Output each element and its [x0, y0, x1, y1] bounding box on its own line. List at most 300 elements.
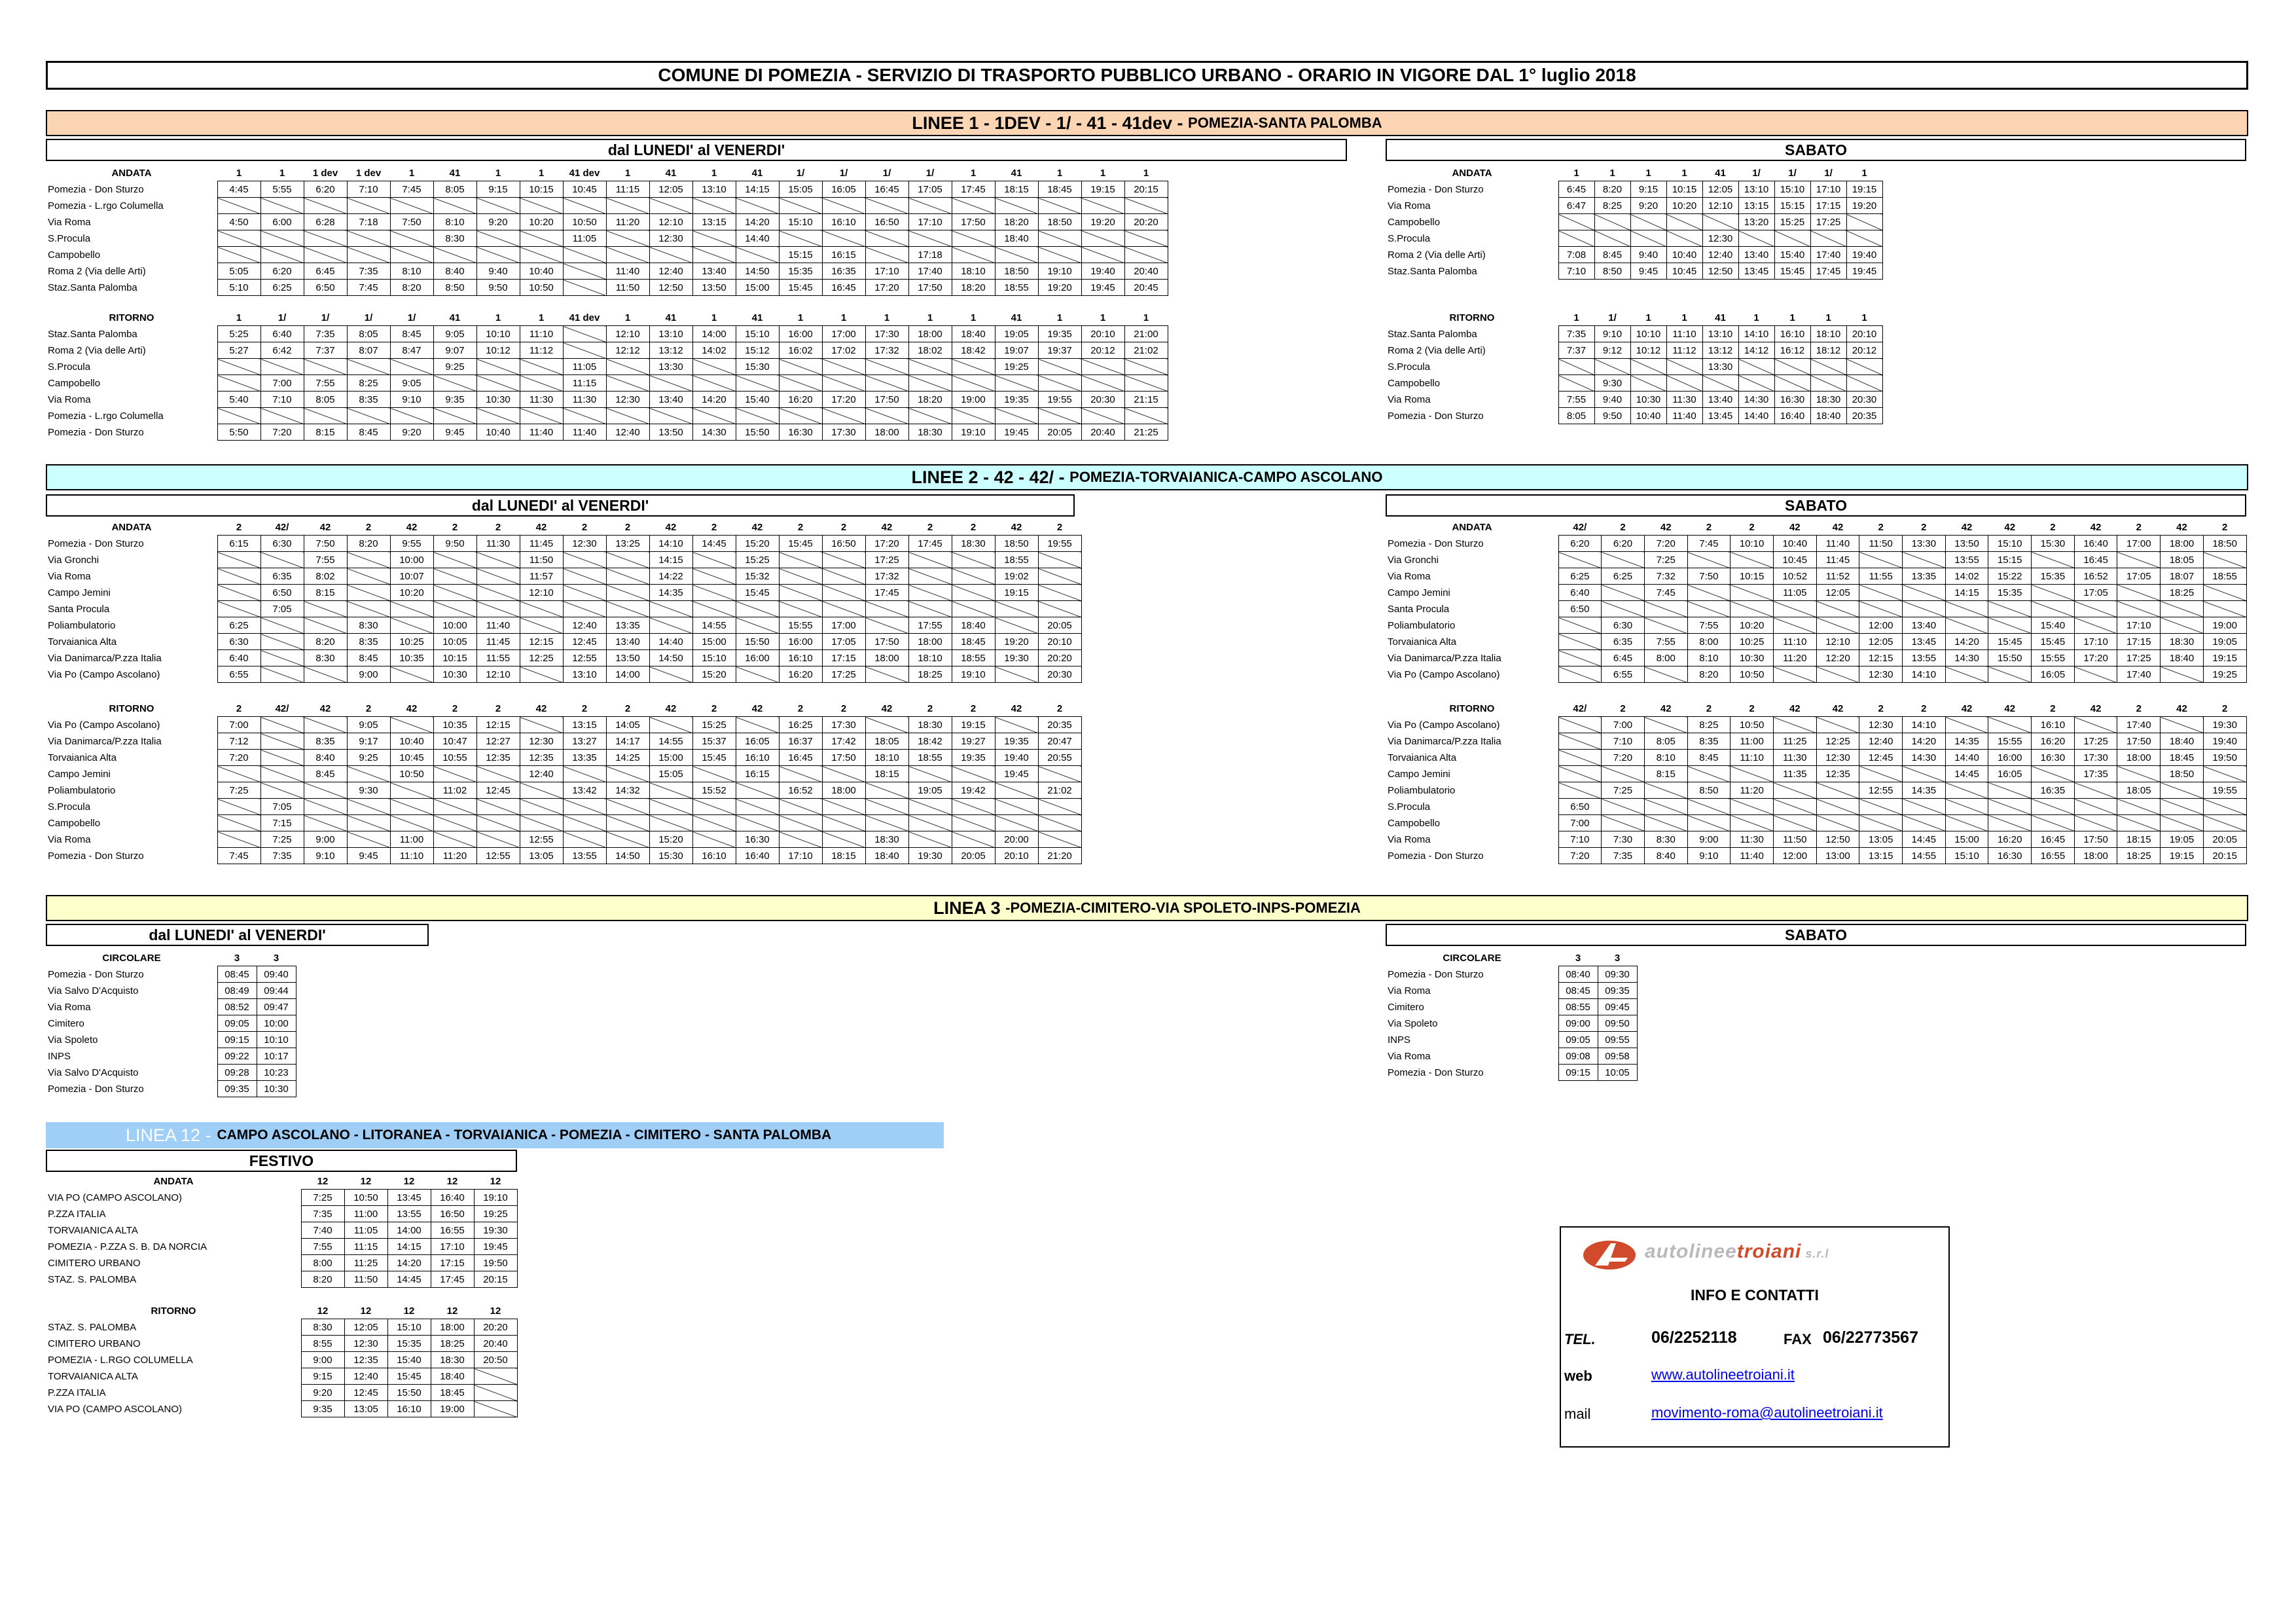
table-row — [46, 585, 1081, 601]
linea2-weekday-ritorno-table — [46, 701, 1082, 864]
departure-time: 17:25 — [1810, 214, 1846, 230]
no-service-cell — [692, 815, 736, 831]
run-number: 2 — [1706, 521, 1712, 533]
departure-time: 13:30 — [1702, 359, 1738, 375]
no-service-cell — [1859, 799, 1903, 815]
departure-time: 19:20 — [1038, 280, 1081, 296]
departure-time: 15:10 — [1945, 848, 1988, 864]
no-service-cell — [1859, 601, 1903, 617]
departure-time: 13:30 — [649, 359, 692, 375]
direction-label: RITORNO — [151, 1305, 196, 1317]
no-service-cell — [1945, 717, 1988, 733]
departure-time: 13:25 — [606, 536, 649, 552]
stop-name: Poliambulatorio — [1388, 784, 1456, 796]
departure-time: 12:25 — [520, 650, 563, 666]
stop-name: Pomezia - Don Sturzo — [1388, 1067, 1484, 1078]
departure-time: 12:30 — [563, 536, 606, 552]
departure-time: 7:25 — [217, 782, 260, 799]
departure-time: 12:27 — [476, 733, 520, 750]
departure-time: 19:55 — [1038, 536, 1081, 552]
table-row — [46, 1255, 517, 1271]
departure-time: 10:45 — [563, 181, 606, 198]
departure-time: 17:05 — [2074, 585, 2117, 601]
run-number: 2 — [236, 702, 242, 714]
table-row — [46, 650, 1081, 666]
no-service-cell — [1644, 799, 1687, 815]
departure-time: 17:45 — [908, 536, 952, 552]
no-service-cell — [692, 230, 736, 247]
departure-time: 10:50 — [520, 280, 563, 296]
departure-time: 9:00 — [304, 831, 347, 848]
no-service-cell — [2161, 815, 2204, 831]
no-service-cell — [2117, 601, 2161, 617]
departure-time: 19:45 — [1846, 263, 1882, 280]
departure-time: 7:45 — [217, 848, 260, 864]
departure-time: 8:35 — [347, 392, 390, 408]
departure-time: 9:45 — [1630, 263, 1666, 280]
departure-time: 10:50 — [344, 1190, 387, 1206]
departure-time: 10:55 — [433, 750, 476, 766]
departure-time: 10:52 — [1773, 568, 1816, 585]
departure-time: 7:55 — [1687, 617, 1731, 634]
direction-label: RITORNO — [1449, 312, 1495, 323]
departure-time: 17:05 — [908, 181, 952, 198]
stop-name: Pomezia - Don Sturzo — [48, 1083, 144, 1095]
departure-time: 09:28 — [217, 1065, 257, 1081]
departure-time: 13:45 — [1738, 263, 1774, 280]
no-service-cell — [649, 601, 692, 617]
departure-time: 12:05 — [1816, 585, 1859, 601]
departure-time: 11:20 — [606, 214, 649, 230]
no-service-cell — [1945, 666, 1988, 683]
no-service-cell — [304, 359, 347, 375]
run-number: 42 — [319, 521, 331, 533]
no-service-cell — [908, 799, 952, 815]
no-service-cell — [952, 375, 995, 392]
departure-time: 11:30 — [520, 392, 563, 408]
no-service-cell — [995, 408, 1038, 424]
departure-time: 11:00 — [390, 831, 433, 848]
departure-time: 15:55 — [1988, 733, 2032, 750]
departure-time: 19:45 — [995, 424, 1038, 441]
no-service-cell — [476, 408, 520, 424]
table-row — [1386, 983, 1637, 999]
departure-time: 12:15 — [1859, 650, 1903, 666]
departure-time: 14:05 — [606, 717, 649, 733]
departure-time: 12:20 — [1816, 650, 1859, 666]
stop-name: Via Roma — [48, 1001, 91, 1013]
run-number: 1 — [538, 167, 545, 179]
direction-label: RITORNO — [109, 702, 154, 714]
run-number: 41 — [449, 167, 461, 179]
no-service-cell — [217, 198, 260, 214]
departure-time: 16:05 — [1988, 766, 2032, 782]
linea1-header — [46, 110, 2248, 136]
departure-time: 12:35 — [520, 750, 563, 766]
no-service-cell — [1903, 585, 1946, 601]
departure-time: 13:05 — [344, 1401, 387, 1417]
linea12-header — [46, 1122, 944, 1148]
no-service-cell — [563, 585, 606, 601]
stop-name: Santa Procula — [1388, 603, 1450, 615]
table-row — [1386, 799, 2246, 815]
departure-time: 15:45 — [387, 1368, 431, 1385]
mail-link[interactable]: movimento-roma@autolineetroiani.it — [1651, 1404, 1883, 1421]
no-service-cell — [1738, 359, 1774, 375]
no-service-cell — [1558, 552, 1602, 568]
departure-time: 16:30 — [779, 424, 822, 441]
departure-time: 9:50 — [1594, 408, 1630, 424]
linea3-weekday-header — [46, 924, 429, 946]
departure-time: 15:45 — [736, 585, 779, 601]
no-service-cell — [1774, 375, 1810, 392]
stop-name: Via Roma — [1388, 985, 1431, 996]
no-service-cell — [1666, 359, 1702, 375]
stop-name: Via Po (Campo Ascolano) — [48, 668, 160, 680]
departure-time: 8:45 — [347, 424, 390, 441]
stop-name: Pomezia - Don Sturzo — [48, 968, 144, 980]
departure-time: 11:40 — [476, 617, 520, 634]
departure-time: 7:00 — [260, 375, 304, 392]
no-service-cell — [1945, 782, 1988, 799]
table-row — [46, 214, 1168, 230]
stop-name: P.ZZA ITALIA — [48, 1208, 106, 1220]
page-title — [46, 61, 2248, 90]
departure-time: 16:37 — [779, 733, 822, 750]
no-service-cell — [736, 247, 779, 263]
departure-time: 15:40 — [1774, 247, 1810, 263]
no-service-cell — [1558, 375, 1594, 392]
linea1-weekday-label: dal LUNEDI' al VENERDI' — [607, 141, 785, 158]
departure-time: 15:45 — [692, 750, 736, 766]
stop-name: Via Roma — [1388, 393, 1431, 405]
no-service-cell — [1558, 717, 1602, 733]
departure-time: 6:47 — [1558, 198, 1594, 214]
departure-time: 12:35 — [344, 1352, 387, 1368]
departure-time: 17:15 — [2117, 634, 2161, 650]
run-number: 2 — [2221, 521, 2228, 533]
departure-time: 7:55 — [304, 375, 347, 392]
departure-time: 12:45 — [563, 634, 606, 650]
no-service-cell — [736, 375, 779, 392]
departure-time: 14:00 — [387, 1222, 431, 1239]
no-service-cell — [2032, 799, 2075, 815]
departure-time: 20:40 — [1124, 263, 1168, 280]
run-number: 2 — [797, 521, 804, 533]
departure-time: 10:00 — [257, 1015, 296, 1032]
stop-name: Via Gronchi — [1388, 554, 1439, 566]
run-number: 1 — [1789, 312, 1795, 323]
no-service-cell — [692, 766, 736, 782]
departure-time: 19:15 — [2161, 848, 2204, 864]
departure-time: 10:50 — [390, 766, 433, 782]
departure-time: 10:30 — [1731, 650, 1774, 666]
departure-time: 18:00 — [2117, 750, 2161, 766]
departure-time: 18:45 — [952, 634, 995, 650]
departure-time: 18:45 — [2161, 750, 2204, 766]
departure-time: 12:45 — [476, 782, 520, 799]
departure-time: 13:05 — [1859, 831, 1903, 848]
departure-time: 9:20 — [390, 424, 433, 441]
departure-time: 16:10 — [1774, 326, 1810, 342]
departure-time: 19:35 — [995, 733, 1038, 750]
departure-time: 21:20 — [1038, 848, 1081, 864]
departure-time: 20:30 — [1081, 392, 1124, 408]
no-service-cell — [2117, 815, 2161, 831]
no-service-cell — [1644, 815, 1687, 831]
no-service-cell — [606, 375, 649, 392]
no-service-cell — [779, 230, 822, 247]
no-service-cell — [606, 799, 649, 815]
no-service-cell — [1038, 359, 1081, 375]
departure-time: 11:20 — [1731, 782, 1774, 799]
departure-time: 10:30 — [476, 392, 520, 408]
no-service-cell — [649, 375, 692, 392]
departure-time: 19:27 — [952, 733, 995, 750]
run-number: 41 — [1715, 312, 1726, 323]
departure-time: 12:10 — [606, 326, 649, 342]
departure-time: 6:45 — [1558, 181, 1594, 198]
table-row — [46, 617, 1081, 634]
departure-time: 19:25 — [474, 1206, 517, 1222]
no-service-cell — [995, 782, 1038, 799]
no-service-cell — [217, 831, 260, 848]
no-service-cell — [304, 601, 347, 617]
departure-time: 11:12 — [520, 342, 563, 359]
no-service-cell — [2161, 617, 2204, 634]
no-service-cell — [476, 375, 520, 392]
departure-time: 8:50 — [1687, 782, 1731, 799]
departure-time: 18:30 — [865, 831, 908, 848]
mail-label: mail — [1564, 1406, 1591, 1422]
stop-name: INPS — [1388, 1034, 1411, 1046]
no-service-cell — [347, 585, 390, 601]
departure-time: 11:05 — [563, 359, 606, 375]
departure-time: 19:20 — [995, 634, 1038, 650]
departure-time: 14:20 — [1945, 634, 1988, 650]
no-service-cell — [1558, 230, 1594, 247]
stop-name: Campo Jemini — [48, 768, 111, 780]
departure-time: 13:35 — [563, 750, 606, 766]
departure-time: 9:40 — [1594, 392, 1630, 408]
departure-time: 7:40 — [301, 1222, 344, 1239]
departure-time: 18:00 — [822, 782, 865, 799]
departure-time: 10:30 — [257, 1081, 296, 1097]
departure-time: 13:30 — [1903, 536, 1946, 552]
departure-time: 10:50 — [563, 214, 606, 230]
departure-time: 5:10 — [217, 280, 260, 296]
direction-label: ANDATA — [111, 521, 152, 533]
no-service-cell — [260, 733, 304, 750]
departure-time: 17:05 — [822, 634, 865, 650]
run-number: 42 — [535, 521, 547, 533]
direction-label: RITORNO — [109, 312, 154, 323]
departure-time: 21:02 — [1124, 342, 1168, 359]
departure-time: 7:05 — [260, 601, 304, 617]
stop-name: Staz.Santa Palomba — [1388, 265, 1477, 277]
departure-time: 19:10 — [474, 1190, 517, 1206]
departure-time: 8:50 — [433, 280, 476, 296]
no-service-cell — [2161, 717, 2204, 733]
no-service-cell — [1988, 601, 2032, 617]
no-service-cell — [606, 247, 649, 263]
no-service-cell — [217, 247, 260, 263]
no-service-cell — [1702, 214, 1738, 230]
departure-time: 9:12 — [1594, 342, 1630, 359]
no-service-cell — [1666, 375, 1702, 392]
run-number: 2 — [840, 702, 847, 714]
linea12-festivo-label: FESTIVO — [249, 1152, 314, 1169]
no-service-cell — [304, 617, 347, 634]
no-service-cell — [520, 230, 563, 247]
departure-time: 16:45 — [779, 750, 822, 766]
departure-time: 7:18 — [347, 214, 390, 230]
no-service-cell — [1558, 766, 1602, 782]
linea1-weekday-header — [46, 139, 1347, 161]
departure-time: 13:45 — [1702, 408, 1738, 424]
run-number: 2 — [1620, 521, 1626, 533]
departure-time: 16:20 — [1988, 831, 2032, 848]
departure-time: 9:20 — [301, 1385, 344, 1401]
no-service-cell — [865, 799, 908, 815]
departure-time: 15:50 — [1988, 650, 2032, 666]
stop-name: S.Procula — [1388, 361, 1431, 373]
no-service-cell — [908, 375, 952, 392]
departure-time: 20:10 — [1081, 326, 1124, 342]
no-service-cell — [1038, 585, 1081, 601]
departure-time: 18:30 — [952, 536, 995, 552]
departure-time: 16:15 — [736, 766, 779, 782]
stop-name: S.Procula — [48, 232, 91, 244]
departure-time: 20:10 — [1846, 326, 1882, 342]
no-service-cell — [865, 717, 908, 733]
page-title-text: COMUNE DI POMEZIA - SERVIZIO DI TRASPORTO PUBBLICO URBANO - ORARIO IN VIGORE DAL 1° luglio 2018 — [658, 65, 1636, 85]
no-service-cell — [433, 552, 476, 568]
linea12-andata-table — [46, 1173, 518, 1288]
departure-time: 18:50 — [995, 263, 1038, 280]
departure-time: 6:42 — [260, 342, 304, 359]
departure-time: 6:50 — [1558, 601, 1602, 617]
table-row — [46, 408, 1168, 424]
run-number: 2 — [624, 521, 631, 533]
no-service-cell — [822, 799, 865, 815]
run-number: 1 — [1681, 312, 1687, 323]
table-row — [46, 999, 296, 1015]
stop-name: Via Danimarca/P.zza Italia — [1388, 735, 1501, 747]
departure-time: 11:12 — [1666, 342, 1702, 359]
no-service-cell — [476, 230, 520, 247]
departure-time: 6:50 — [1558, 799, 1602, 815]
run-number: 2 — [1706, 702, 1712, 714]
departure-time: 12:30 — [344, 1336, 387, 1352]
stop-name: Via Roma — [48, 833, 91, 845]
run-number: 12 — [317, 1305, 329, 1317]
departure-time: 13:40 — [1738, 247, 1774, 263]
no-service-cell — [304, 717, 347, 733]
linea1-saturday-ritorno-table — [1386, 310, 1883, 424]
no-service-cell — [908, 568, 952, 585]
logo-text-c: s.r.l — [1801, 1247, 1829, 1260]
departure-time: 12:40 — [344, 1368, 387, 1385]
no-service-cell — [217, 552, 260, 568]
no-service-cell — [1038, 601, 1081, 617]
run-number: 12 — [490, 1175, 501, 1187]
departure-time: 8:35 — [304, 733, 347, 750]
departure-time: 18:00 — [431, 1319, 474, 1336]
departure-time: 9:30 — [347, 782, 390, 799]
departure-time: 11:25 — [344, 1255, 387, 1271]
departure-time: 19:00 — [952, 392, 995, 408]
departure-time: 20:45 — [1124, 280, 1168, 296]
no-service-cell — [476, 815, 520, 831]
no-service-cell — [347, 552, 390, 568]
no-service-cell — [260, 247, 304, 263]
departure-time: 10:45 — [390, 750, 433, 766]
departure-time: 16:20 — [779, 666, 822, 683]
departure-time: 15:50 — [387, 1385, 431, 1401]
departure-time: 13:10 — [1738, 181, 1774, 198]
no-service-cell — [433, 585, 476, 601]
departure-time: 18:10 — [865, 750, 908, 766]
departure-time: 13:50 — [1945, 536, 1988, 552]
run-number: 1/ — [925, 167, 935, 179]
no-service-cell — [347, 359, 390, 375]
departure-time: 7:25 — [301, 1190, 344, 1206]
no-service-cell — [1903, 552, 1946, 568]
departure-time: 13:10 — [692, 181, 736, 198]
no-service-cell — [865, 247, 908, 263]
departure-time: 17:25 — [865, 552, 908, 568]
table-row — [46, 983, 296, 999]
run-number: 1 — [408, 167, 415, 179]
departure-time: 16:52 — [779, 782, 822, 799]
table-row — [1386, 650, 2246, 666]
table-row — [46, 536, 1081, 552]
no-service-cell — [563, 198, 606, 214]
table-row — [46, 733, 1081, 750]
departure-time: 19:05 — [908, 782, 952, 799]
no-service-cell — [1773, 717, 1816, 733]
departure-time: 9:55 — [390, 536, 433, 552]
run-number: 41 dev — [569, 312, 600, 323]
run-number: 1 — [1143, 167, 1149, 179]
run-number: 42 — [1789, 521, 1801, 533]
no-service-cell — [304, 666, 347, 683]
departure-time: 8:10 — [433, 214, 476, 230]
departure-time: 19:00 — [431, 1401, 474, 1417]
departure-time: 13:15 — [1859, 848, 1903, 864]
run-number: 1/ — [364, 312, 373, 323]
departure-time: 14:25 — [606, 750, 649, 766]
table-row — [46, 1239, 517, 1255]
table-row — [1386, 634, 2246, 650]
direction-label: ANDATA — [153, 1175, 194, 1187]
departure-time: 08:40 — [1558, 966, 1598, 983]
run-number: 42 — [881, 702, 893, 714]
table-row — [46, 601, 1081, 617]
departure-time: 14:45 — [387, 1271, 431, 1288]
departure-time: 17:45 — [865, 585, 908, 601]
web-link[interactable]: www.autolineetroiani.it — [1651, 1366, 1795, 1383]
departure-time: 20:55 — [1038, 750, 1081, 766]
table-row — [46, 1065, 296, 1081]
departure-time: 13:50 — [606, 650, 649, 666]
departure-time: 09:45 — [1598, 999, 1637, 1015]
no-service-cell — [908, 831, 952, 848]
departure-time: 16:10 — [387, 1401, 431, 1417]
departure-time: 18:42 — [908, 733, 952, 750]
departure-time: 15:40 — [2032, 617, 2075, 634]
